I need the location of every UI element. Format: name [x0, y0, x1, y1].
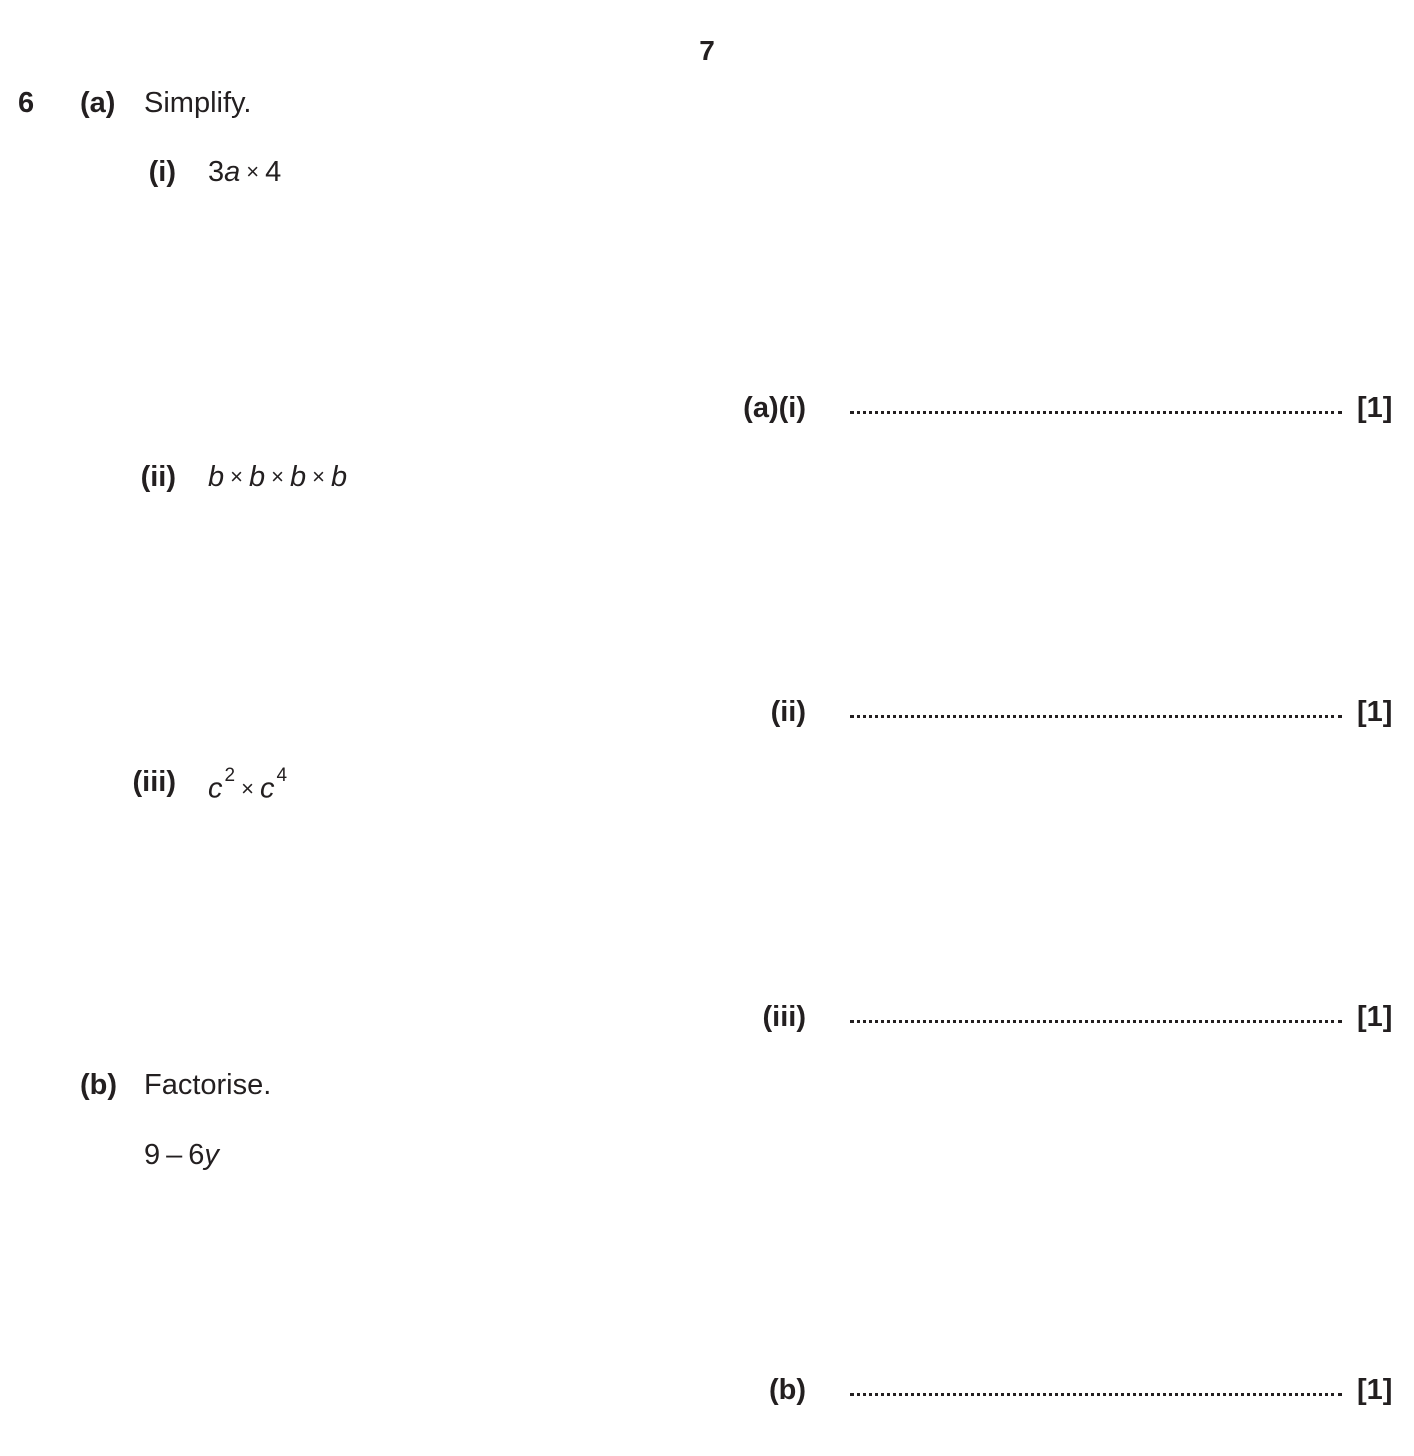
answer-a-i-marks: [1]: [1357, 392, 1393, 424]
page-number: 7: [699, 35, 715, 66]
part-b-instruction: Factorise.: [144, 1069, 272, 1101]
part-b-expression: 9 – 6y: [144, 1139, 219, 1171]
answer-b-line[interactable]: [850, 1393, 1342, 1396]
answer-a-ii-marks: [1]: [1357, 696, 1393, 728]
part-a-label: (a): [80, 87, 116, 119]
subpart-i-expression: 3a × 4: [208, 156, 282, 188]
subpart-ii-label: (ii): [140, 461, 176, 493]
answer-a-ii-line[interactable]: [850, 715, 1342, 718]
subpart-ii-expression: b × b × b × b: [208, 461, 348, 493]
answer-a-i-line[interactable]: [850, 411, 1342, 414]
answer-a-iii-marks: [1]: [1357, 1001, 1393, 1033]
answer-a-ii-label: (ii): [770, 696, 806, 728]
answer-a-iii-label: (iii): [762, 1001, 806, 1033]
subpart-iii-label: (iii): [132, 766, 176, 798]
question-number: 6: [18, 87, 35, 119]
answer-b-marks: [1]: [1357, 1374, 1393, 1406]
part-b-label: (b): [80, 1069, 118, 1101]
subpart-iii-expression: c $^2$× c $^4$: [208, 765, 288, 805]
answer-a-i-label: (a)(i): [743, 392, 806, 424]
subpart-i-label: (i): [148, 156, 176, 188]
answer-b-label: (b): [768, 1374, 806, 1406]
part-a-instruction: Simplify.: [144, 87, 252, 119]
answer-a-iii-line[interactable]: [850, 1020, 1342, 1023]
